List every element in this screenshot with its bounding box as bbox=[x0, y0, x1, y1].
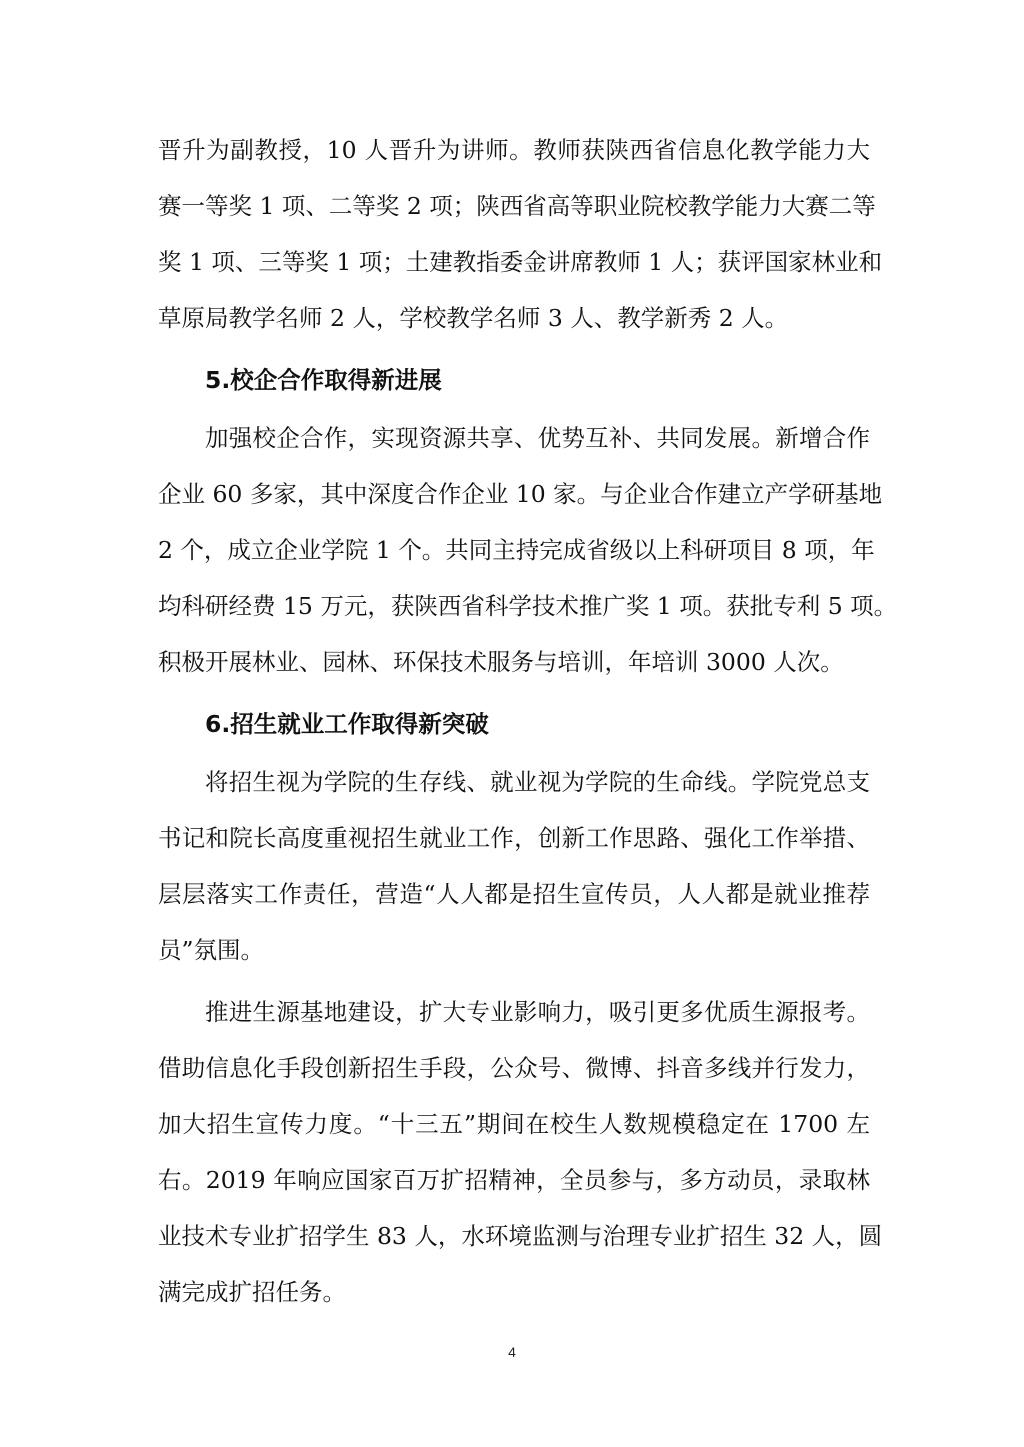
text-line: 草原局教学名师 2 人，学校教学名师 3 人、教学新秀 2 人。 bbox=[158, 304, 789, 332]
text-line: 积极开展林业、园林、环保技术服务与培训，年培训 3000 人次。 bbox=[158, 648, 844, 676]
text-line: 员”氛围。 bbox=[158, 936, 265, 964]
text-line: 右。2019 年响应国家百万扩招精神，全员参与，多方动员，录取林 bbox=[158, 1166, 870, 1194]
paragraph-enrollment-lifeline bbox=[158, 754, 870, 978]
text-line: 奖 1 项、三等奖 1 项；土建教指委金讲席教师 1 人；获评国家林业和 bbox=[158, 248, 883, 276]
text-line: 借助信息化手段创新招生手段，公众号、微博、抖音多线并行发力， bbox=[158, 1054, 870, 1082]
text-line: 赛一等奖 1 项、二等奖 2 项；陕西省高等职业院校教学能力大赛二等 bbox=[158, 192, 876, 220]
text-line: 2 个，成立企业学院 1 个。共同主持完成省级以上科研项目 8 项，年 bbox=[158, 536, 875, 564]
paragraph-teacher-awards bbox=[158, 122, 883, 346]
text-line: 晋升为副教授，10 人晋升为讲师。教师获陕西省信息化教学能力大 bbox=[158, 136, 870, 164]
text-line: 书记和院长高度重视招生就业工作，创新工作思路、强化工作举措、 bbox=[158, 824, 870, 852]
text-line: 层层落实工作责任，营造“人人都是招生宣传员，人人都是就业推荐 bbox=[158, 880, 870, 908]
section-heading-5: 5.校企合作取得新进展 bbox=[205, 366, 442, 394]
paragraph-enrollment-expansion bbox=[158, 984, 883, 1320]
text-line: 企业 60 多家，其中深度合作企业 10 家。与企业合作建立产学研基地 bbox=[158, 480, 883, 508]
text-line: 均科研经费 15 万元，获陕西省科学技术推广奖 1 项。获批专利 5 项。 bbox=[158, 592, 898, 620]
text-line: 满完成扩招任务。 bbox=[158, 1278, 346, 1306]
text-line: 加大招生宣传力度。“十三五”期间在校生人数规模稳定在 1700 左 bbox=[158, 1110, 870, 1138]
text-line: 加强校企合作，实现资源共享、优势互补、共同发展。新增合作 bbox=[205, 424, 870, 452]
text-line: 将招生视为学院的生存线、就业视为学院的生命线。学院党总支 bbox=[205, 768, 870, 796]
paragraph-school-enterprise bbox=[158, 410, 898, 690]
text-line: 业技术专业扩招学生 83 人，水环境监测与治理专业扩招生 32 人，圆 bbox=[158, 1222, 883, 1250]
page-number: 4 bbox=[508, 1344, 516, 1360]
document-body bbox=[158, 122, 898, 1320]
section-heading-6: 6.招生就业工作取得新突破 bbox=[205, 710, 489, 738]
text-line: 推进生源基地建设，扩大专业影响力，吸引更多优质生源报考。 bbox=[205, 998, 870, 1026]
